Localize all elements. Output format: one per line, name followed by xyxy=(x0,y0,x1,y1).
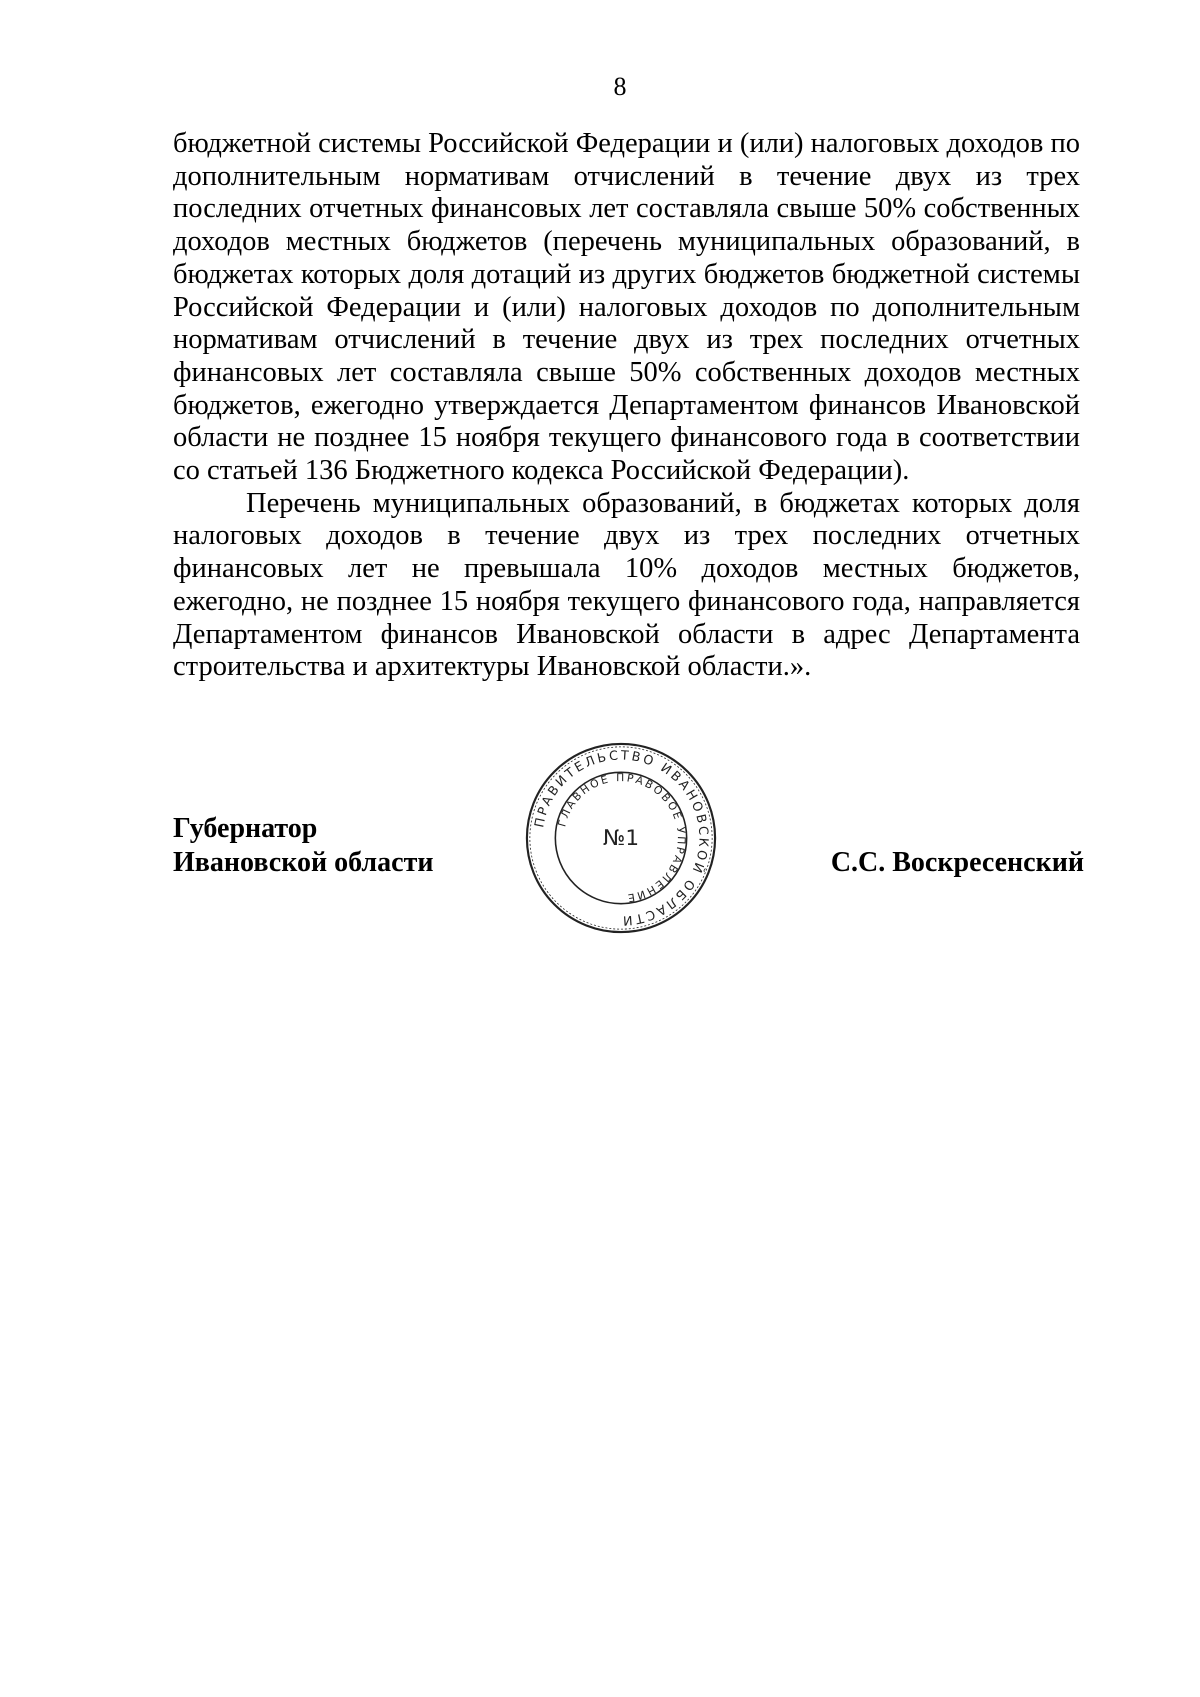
paragraph-municipal-list: Перечень муниципальных образований, в бюджетах которых доля налоговых доходов в течение двух из трех последних отчетных финансовых лет не превышала 10% доходов местных бюджетов, ежегодно, не позднее 15 ноября текущего финансового года, направляется Департаментом финансов Ивановской области в адрес Департамента строительства и архитектуры Ивановской области.». xyxy=(173,487,1080,683)
paragraph-continuation: бюджетной системы Российской Федерации и (или) налоговых доходов по дополнительным нормативам отчислений в течение двух из трех последних отчетных финансовых лет составляла свыше 50% собственных доходов местных бюджетов (перечень муниципальных образований, в бюджетах которых доля дотаций из других бюджетов бюджетной системы Российской Федерации и (или) налоговых доходов по дополнительным нормативам отчислений в течение двух из трех последних отчетных финансовых лет составляла свыше 50% собственных доходов местных бюджетов, ежегодно утверждается Департаментом финансов Ивановской области не позднее 15 ноября текущего финансового года в соответствии со статьей 136 Бюджетного кодекса Российской Федерации). xyxy=(173,128,1080,487)
official-seal xyxy=(523,740,719,936)
signatory-name: С.С. Воскресенский xyxy=(830,847,1084,878)
document-body xyxy=(173,128,1080,684)
seal-outer-text: ПРАВИТЕЛЬСТВО ИВАНОВСКОЙ ОБЛАСТИ xyxy=(532,748,711,928)
page-number: 8 xyxy=(613,72,627,101)
position-region: Ивановской области xyxy=(173,847,434,878)
signatory-position xyxy=(173,812,433,880)
seal-inner-text: ГЛАВНОЕ ПРАВОВОЕ УПРАВЛЕНИЕ xyxy=(555,771,689,905)
position-title: Губернатор xyxy=(173,813,318,844)
seal-number: №1 xyxy=(602,825,640,851)
seal-image xyxy=(523,740,719,936)
